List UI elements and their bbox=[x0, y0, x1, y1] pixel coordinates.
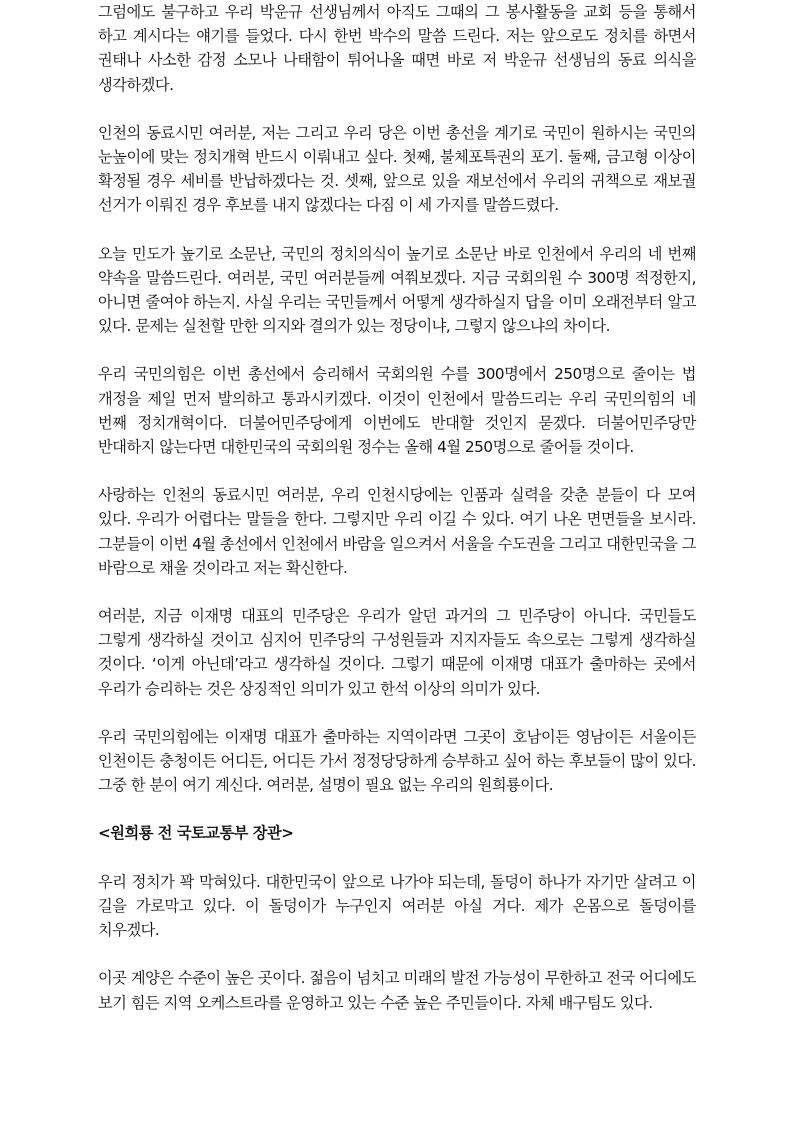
paragraph: 여러분, 지금 이재명 대표의 민주당은 우리가 알던 과거의 그 민주당이 아니다. 국민들도 그렇게 생각하실 것이고 심지어 민주당의 구성원들과 지지자들도 속으로는 그렇게 생각하실 것이다. ‘이게 아닌데’라고 생각하실 것이다. 그렇기 때문에 이재명 대표가 출마하는 곳에서 우리가 승리하는 것은 상징적인 의미가 있고 한석 이상의 의미가 있다. bbox=[98, 607, 696, 698]
paragraph: 인천의 동료시민 여러분, 저는 그리고 우리 당은 이번 총선을 계기로 국민이 원하시는 국민의 눈높이에 맞는 정치개혁 반드시 이뤄내고 싶다. 첫째, 불체포특권의 포기. 둘째, 금고형 이상이 확정될 경우 세비를 반납하겠다는 것. 셋째, 앞으로 있을 재보선에서 우리의 귀책으로 재보궐 선거가 이뤄진 경우 후보를 내지 않겠다는 다짐 이 세 가지를 말씀드렸다. bbox=[98, 123, 696, 215]
speaker-heading: <원희룡 전 국토교통부 장관> bbox=[98, 824, 294, 843]
paragraph: 우리 국민의힘은 이번 총선에서 승리해서 국회의원 수를 300명에서 250명으로 줄이는 법 개정을 제일 먼저 발의하고 통과시키겠다. 이것이 인천에서 말씀드리는 우리 국민의힘의 네 번째 정치개혁이다. 더불어민주당에게 이번에도 반대할 것인지 묻겠다. 더불어민주당만 반대하지 않는다면 대한민국의 국회의원 정수는 올해 4월 250명으로 줄어들 것이다. bbox=[98, 365, 696, 457]
paragraph: 오늘 민도가 높기로 소문난, 국민의 정치의식이 높기로 소문난 바로 인천에서 우리의 네 번째 약속을 말씀드린다. 여러분, 국민 여러분들께 여쭤보겠다. 지금 국회의원 수 300명 적정한지, 아니면 줄여야 하는지. 사실 우리는 국민들께서 어떻게 생각하실지 답을 이미 오래전부터 알고 있다. 문제는 실천할 만한 의지와 결의가 있는 정당이냐, 그렇지 않으냐의 차이다. bbox=[98, 244, 696, 336]
document-body bbox=[98, 0, 696, 1015]
paragraph: 우리 정치가 꽉 막혀있다. 대한민국이 앞으로 나가야 되는데, 돌덩이 하나가 자기만 살려고 이 길을 가로막고 있다. 이 돌덩이가 누구인지 여러분 아실 거다. 제가 온몸으로 돌덩이를 치우겠다. bbox=[98, 872, 696, 940]
paragraph: 우리 국민의힘에는 이재명 대표가 출마하는 지역이라면 그곳이 호남이든 영남이든 서울이든 인천이든 충청이든 어디든, 어디든 가서 정정당당하게 승부하고 싶어 하는 후보들이 많이 있다. 그중 한 분이 여기 계신다. 여러분, 설명이 필요 없는 우리의 원희룡이다. bbox=[98, 727, 696, 795]
paragraph: 사랑하는 인천의 동료시민 여러분, 우리 인천시당에는 인품과 실력을 갖춘 분들이 다 모여 있다. 우리가 어렵다는 말들을 한다. 그렇지만 우리 이길 수 있다. 여기 나온 면면들을 보시라. 그분들이 이번 4월 총선에서 인천에서 바람을 일으켜서 서울을 수도권을 그리고 대한민국을 그 바람으로 채울 것이라고 저는 확신한다. bbox=[98, 486, 696, 577]
paragraph: 그럼에도 불구하고 우리 박운규 선생님께서 아직도 그때의 그 봉사활동을 교회 등을 통해서 하고 계시다는 얘기를 들었다. 다시 한번 박수의 말씀 드린다. 저는 앞으로도 정치를 하면서 권태나 사소한 감정 소모나 나태함이 튀어나올 때면 바로 저 박운규 선생님의 동료 의식을 생각하겠다. bbox=[98, 3, 696, 94]
paragraph: 이곳 계양은 수준이 높은 곳이다. 젊음이 넘치고 미래의 발전 가능성이 무한하고 전국 어디에도 보기 힘든 지역 오케스트라를 운영하고 있는 수준 높은 주민들이다. 자체 배구팀도 있다. bbox=[98, 969, 696, 1012]
